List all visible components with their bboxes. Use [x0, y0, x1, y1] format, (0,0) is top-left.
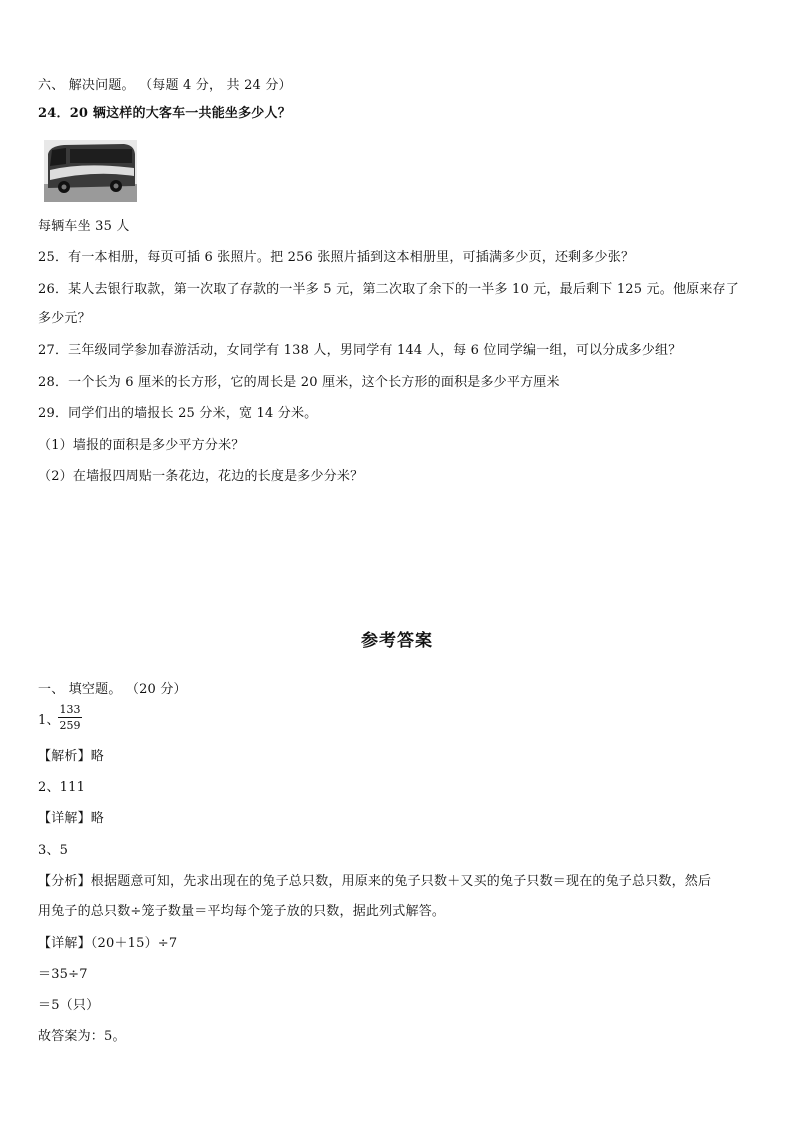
- answer-3-step-2: ＝5（只）: [38, 998, 100, 1013]
- answer-3: 3、5: [38, 843, 69, 858]
- answer-3-step-1: ＝35÷7: [38, 967, 88, 982]
- question-25: 25．有一本相册，每页可插 6 张照片。把 256 张照片插到这本相册里，可插满多少页，还剩多少张？: [38, 250, 635, 265]
- question-26-line-1: 26．某人去银行取款，第一次取了存款的一半多 5 元，第二次取了余下的一半多 10 元，最后剩下 125 元。他原来存了: [38, 282, 739, 297]
- question-29-part-2: （2）在墙报四周贴一条花边，花边的长度是多少分米？: [38, 469, 364, 484]
- fraction-numerator: 133: [59, 703, 81, 716]
- question-24: 24．20 辆这样的大客车一共能坐多少人？: [38, 106, 291, 121]
- answer-1-fraction: [58, 703, 82, 732]
- question-29: 29．同学们出的墙报长 25 分米，宽 14 分米。: [38, 406, 318, 421]
- question-24-note: 每辆车坐 35 人: [38, 219, 130, 234]
- answer-3-analysis-line-1: 【分析】根据题意可知，先求出现在的兔子总只数，用原来的兔子只数＋又买的兔子只数＝现在的兔子总只数，然后: [38, 874, 712, 889]
- question-26-line-2: 多少元？: [38, 311, 91, 326]
- question-27: 27．三年级同学参加春游活动，女同学有 138 人，男同学有 144 人，每 6 位同学编一组，可以分成多少组？: [38, 343, 682, 358]
- fraction-denominator: 259: [59, 719, 81, 732]
- question-28: 28．一个长为 6 厘米的长方形，它的周长是 20 厘米，这个长方形的面积是多少平方厘米: [38, 375, 560, 390]
- answer-1-note: 【解析】略: [38, 749, 105, 764]
- bus-image: [44, 140, 137, 202]
- answer-3-conclusion: 故答案为：5。: [38, 1029, 126, 1044]
- answer-1-prefix: 1、: [38, 713, 60, 728]
- section-header-problem-solving: 六、 解决问题。 （每题 4 分， 共 24 分）: [38, 78, 292, 93]
- question-29-part-1: （1）墙报的面积是多少平方分米？: [38, 438, 245, 453]
- answer-2: 2、111: [38, 780, 86, 795]
- answer-2-note: 【详解】略: [38, 811, 105, 826]
- answer-3-detail: 【详解】（20＋15）÷7: [38, 936, 178, 951]
- answer-3-analysis-line-2: 用兔子的总只数÷笼子数量＝平均每个笼子放的只数，据此列式解答。: [38, 904, 446, 919]
- answers-section-1-header: 一、 填空题。 （20 分）: [38, 682, 187, 697]
- answers-title: 参考答案: [361, 631, 433, 651]
